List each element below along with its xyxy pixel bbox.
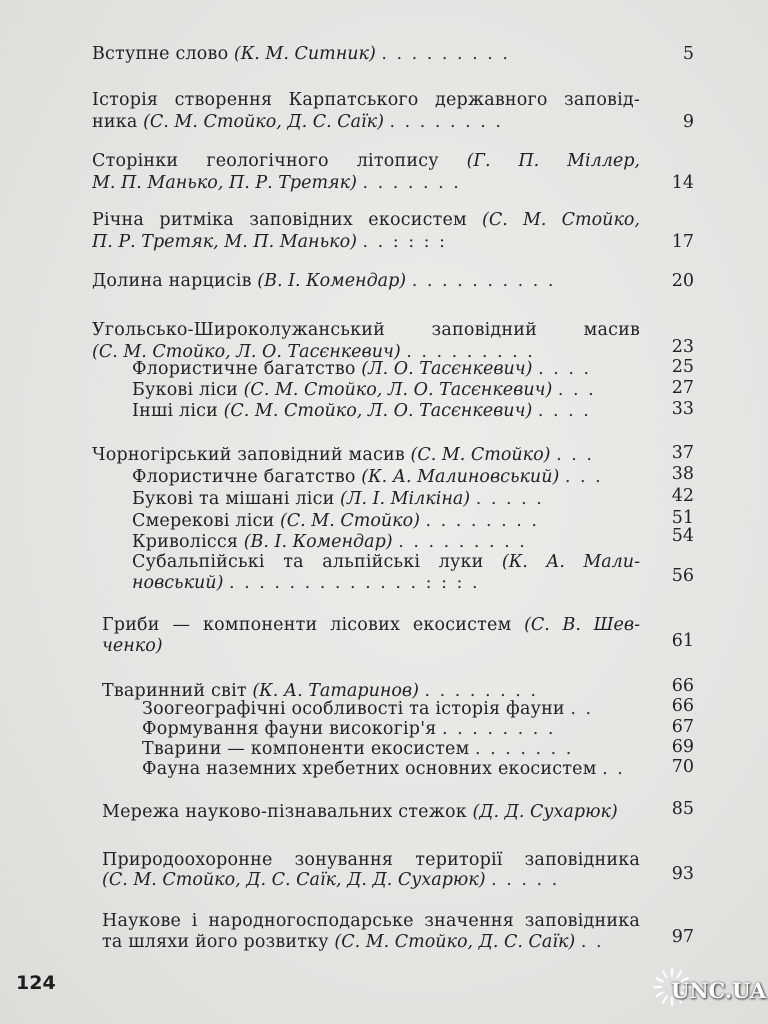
toc-leader-dots: . . [570, 699, 594, 719]
toc-author: (Г. П. Міллер, [466, 151, 640, 171]
toc-author: (К. А. Мали- [501, 552, 640, 572]
toc-author: (С. В. Шев- [524, 615, 640, 635]
toc-author: (Л. І. Мілкіна) [340, 489, 471, 509]
toc-author: (Л. О. Тасєнкевич) [361, 359, 533, 379]
toc-leader-dots: . . . . . [491, 870, 560, 890]
toc-title: Букові ліси [132, 380, 239, 400]
toc-title: Угольсько-Широколужанський заповідний масив [92, 320, 640, 340]
toc-author-continued: П. Р. Третяк, М. П. Манько) [92, 232, 357, 252]
toc-subentry-line [132, 571, 652, 595]
toc-page-number: 14 [671, 173, 694, 193]
toc-entry-line [92, 171, 672, 195]
toc-title: Природоохоронне зонування території заповідника [102, 850, 640, 870]
toc-page-number: 67 [671, 717, 694, 737]
toc-entry-line [102, 868, 652, 892]
toc-subentry-line [142, 757, 652, 781]
toc-title: Історія створення Карпатського державного заповід- [92, 90, 640, 110]
toc-entry-line [92, 149, 640, 173]
toc-title: Вступне слово [92, 44, 229, 64]
toc-leader-dots: . . [580, 932, 604, 952]
toc-page-number: 54 [671, 526, 694, 546]
toc-author: (К. А. Малиновський) [361, 467, 560, 487]
toc-author: (С. М. Стойко, [482, 210, 640, 230]
toc-title: Тварини — компоненти екосистем [142, 739, 470, 759]
toc-leader-dots: . . . . . . . . [442, 719, 556, 739]
toc-page-number: 37 [671, 443, 694, 463]
toc-title: Букові та мішані ліси [132, 489, 335, 509]
toc-entry-line [92, 208, 640, 232]
toc-author: (В. І. Комендар) [257, 271, 407, 291]
toc-page-number: 23 [671, 337, 694, 357]
toc-author: (С. М. Стойко, Л. О. Тасєнкевич) [223, 401, 533, 421]
toc-leader-dots: . . . . . . . . [425, 511, 539, 531]
toc-entry-line [102, 800, 642, 824]
toc-author: (К. М. Ситник) [233, 44, 376, 64]
toc-author: (К. А. Татаринов) [252, 681, 419, 701]
watermark [652, 964, 767, 1014]
toc-title: Фауна наземних хребетних основних екосистем [142, 759, 597, 779]
toc-page-number: 25 [671, 357, 694, 377]
toc-title: Інші ліси [132, 401, 218, 421]
toc-entry-line [92, 318, 640, 342]
toc-entry-line [92, 269, 672, 293]
toc-page-number: 27 [671, 378, 694, 398]
toc-leader-dots: . . . . [537, 401, 591, 421]
toc-page-number: 66 [671, 676, 694, 696]
toc-title: Річна ритміка заповідних екосистем [92, 210, 467, 230]
toc-page-number: 42 [671, 486, 694, 506]
toc-title: Долина нарцисів [92, 271, 252, 291]
toc-author: (В. І. Комендар) [243, 532, 393, 552]
toc-title: Смерекові ліси [132, 511, 275, 531]
toc-page-number: 17 [671, 232, 694, 252]
toc-leader-dots: . . . . . . . . [424, 681, 538, 701]
toc-page-number: 85 [671, 799, 694, 819]
toc-author: (С. М. Стойко, Л. О. Тасєнкевич) [243, 380, 553, 400]
toc-title: Тваринний світ [102, 681, 247, 701]
toc-leader-dots: . . . . . . . . . . [411, 271, 556, 291]
toc-leader-dots: . . . . . [475, 489, 544, 509]
toc-leader-dots: . . [602, 759, 625, 779]
toc-leader-dots: . . . . . . . . . [381, 44, 510, 64]
toc-entry-line [92, 230, 672, 254]
toc-author: (С. М. Стойко, Д. С. Саїк) [334, 932, 576, 952]
watermark-text: UNC.UA [671, 978, 767, 1003]
toc-page-number: 33 [671, 399, 694, 419]
toc-page-number: 66 [671, 696, 694, 716]
toc-title: Мережа науково-пізнавальних стежок [102, 802, 467, 822]
toc-leader-dots: . . . [557, 380, 596, 400]
toc-title: Формування фауни високогір'я [142, 719, 437, 739]
toc-title: Гриби — компоненти лісових екосистем [102, 615, 512, 635]
toc-title: Чорногірський заповідний масив [92, 445, 405, 465]
toc-page-number: 9 [682, 112, 694, 132]
toc-author: (С. М. Стойко) [279, 511, 420, 531]
toc-title: Наукове і народногосподарське значення заповідника [102, 911, 640, 931]
toc-leader-dots: . . . . . . . . . [398, 532, 527, 552]
toc-page-number: 93 [671, 864, 694, 884]
toc-subentry-line [132, 399, 652, 423]
toc-entry-line [92, 443, 652, 467]
toc-entry-line [92, 110, 672, 134]
toc-leader-dots: . . . [556, 445, 594, 465]
toc-page-number: 51 [671, 508, 694, 528]
toc-author-continued: ченко) [102, 636, 163, 656]
toc-title: Флористичне багатство [132, 359, 356, 379]
toc-author: (Д. Д. Сухарюк) [472, 802, 618, 822]
toc-title-continued: ника [92, 112, 138, 132]
toc-title: Криволісся [132, 532, 239, 552]
toc-title: Субальпійські та альпійські луки [132, 552, 484, 572]
toc-author: (С. М. Стойко) [410, 445, 551, 465]
toc-entry-line [92, 88, 640, 112]
toc-title-continued: та шляхи його розвитку [102, 932, 329, 952]
toc-author: (С. М. Стойко, Д. С. Саїк) [143, 112, 384, 132]
toc-title: Зоогеографічні особливості та історія фауни [142, 699, 565, 719]
toc-author-continued: М. П. Манько, П. Р. Третяк) [92, 173, 357, 193]
toc-leader-dots: . . . [564, 467, 603, 487]
toc-entry-line [92, 42, 672, 66]
toc-page-number: 5 [682, 44, 694, 64]
toc-leader-dots: . . . . . . . . . . . . . : : : . [228, 573, 480, 593]
toc-leader-dots: . . . . . . . [474, 739, 574, 759]
toc-leader-dots: . . . . . . . . [389, 112, 503, 132]
toc-author: (С. М. Стойко, Д. С. Саїк, Д. Д. Сухарюк) [102, 870, 486, 890]
toc-page-number: 38 [671, 464, 694, 484]
toc-page-number: 61 [671, 631, 694, 651]
toc-entry-line [102, 930, 652, 954]
toc-page-number: 56 [671, 566, 694, 586]
toc-entry-line [102, 634, 502, 658]
toc-title: Флористичне багатство [132, 467, 356, 487]
page-folio-number: 124 [16, 972, 56, 994]
toc-author: (С. М. Стойко, Л. О. Тасєнкевич) [92, 342, 401, 362]
toc-subentry-line [132, 465, 652, 489]
toc-page-number: 20 [671, 271, 694, 291]
toc-title: Сторінки геологічного літопису [92, 151, 439, 171]
toc-leader-dots: . . . . . . . . . [406, 342, 535, 362]
toc-subentry-line [132, 487, 652, 511]
toc-author-continued: новський) [132, 573, 224, 593]
toc-page-number: 69 [671, 737, 694, 757]
toc-leader-dots: . . . . [538, 359, 592, 379]
toc-page-number: 70 [671, 757, 694, 777]
toc-leader-dots: . . : : : : [362, 232, 448, 252]
toc-leader-dots: . . . . . . . [362, 173, 461, 193]
toc-page-number: 97 [671, 927, 694, 947]
